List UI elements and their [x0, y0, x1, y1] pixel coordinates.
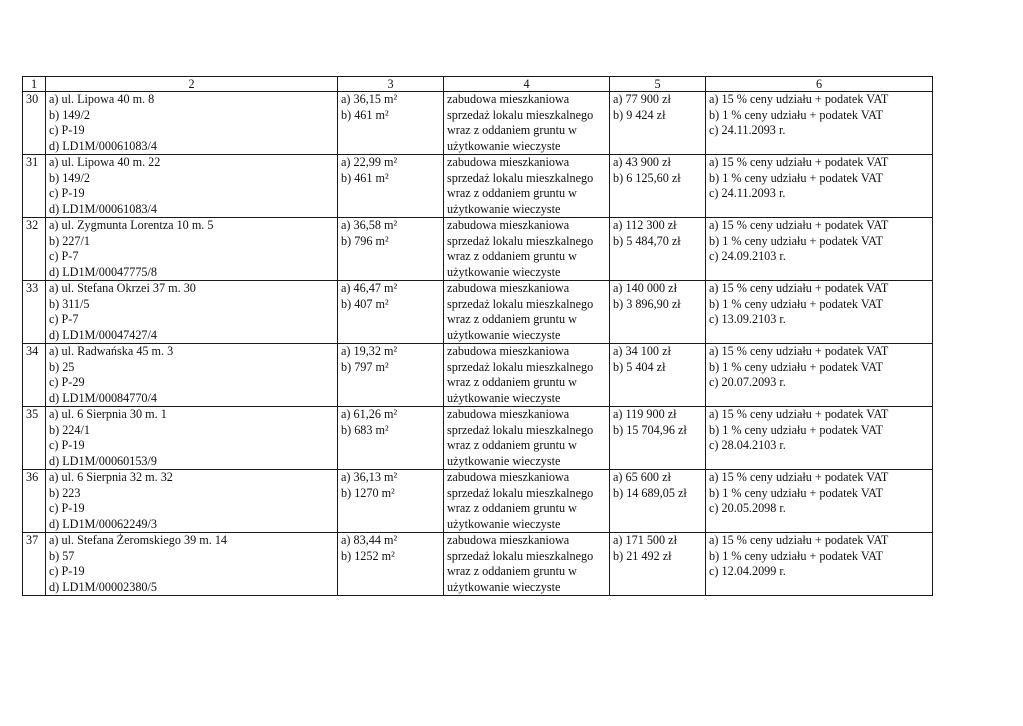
area-line: b) 1270 m² — [341, 485, 395, 500]
header-col-5: 5 — [610, 77, 706, 92]
terms-cell — [706, 533, 933, 596]
location-line: b) 227/1 — [49, 233, 90, 248]
terms-line: b) 1 % ceny udziału + podatek VAT — [709, 107, 883, 122]
description-cell — [444, 470, 610, 533]
description-cell — [444, 533, 610, 596]
location-line: c) P-29 — [49, 375, 85, 389]
description-line: sprzedaż lokalu mieszkalnego — [447, 359, 594, 374]
location-cell — [46, 92, 338, 155]
table-row — [23, 407, 933, 470]
price-line: b) 21 492 zł — [613, 548, 672, 563]
location-line: a) ul. Stefana Żeromskiego 39 m. 14 — [49, 533, 228, 547]
terms-cell — [706, 344, 933, 407]
property-table — [22, 76, 933, 596]
area-line: a) 36,58 m² — [341, 218, 398, 232]
description-line: sprzedaż lokalu mieszkalnego — [447, 233, 594, 248]
location-line: d) LD1M/00061083/4 — [49, 138, 157, 153]
table-body — [23, 92, 933, 596]
location-line: a) ul. Lipowa 40 m. 22 — [49, 155, 161, 169]
description-line: użytkowanie wieczyste — [447, 516, 561, 531]
location-line: d) LD1M/00002380/5 — [49, 579, 157, 594]
terms-line: c) 24.09.2103 r. — [709, 249, 786, 263]
description-cell — [444, 155, 610, 218]
location-line: d) LD1M/00062249/3 — [49, 516, 157, 531]
table-row — [23, 533, 933, 596]
header-col-4: 4 — [444, 77, 610, 92]
table-row — [23, 470, 933, 533]
description-line: wraz z oddaniem gruntu w — [447, 438, 577, 452]
price-cell — [610, 533, 706, 596]
price-line: a) 34 100 zł — [613, 344, 671, 358]
location-line: c) P-7 — [49, 312, 79, 326]
price-line: b) 6 125,60 zł — [613, 170, 681, 185]
description-line: wraz z oddaniem gruntu w — [447, 564, 577, 578]
terms-line: c) 20.07.2093 r. — [709, 375, 786, 389]
terms-line: a) 15 % ceny udziału + podatek VAT — [709, 344, 889, 358]
terms-line: a) 15 % ceny udziału + podatek VAT — [709, 281, 889, 295]
table-row — [23, 218, 933, 281]
row-number-cell: 32 — [23, 218, 46, 281]
description-line: wraz z oddaniem gruntu w — [447, 249, 577, 263]
terms-line: a) 15 % ceny udziału + podatek VAT — [709, 470, 889, 484]
location-line: a) ul. Zygmunta Lorentza 10 m. 5 — [49, 218, 214, 232]
row-number-cell: 35 — [23, 407, 46, 470]
row-number-cell: 37 — [23, 533, 46, 596]
row-number-cell: 31 — [23, 155, 46, 218]
table-row — [23, 281, 933, 344]
location-line: a) ul. Lipowa 40 m. 8 — [49, 92, 155, 106]
description-line: zabudowa mieszkaniowa — [447, 470, 570, 484]
terms-line: a) 15 % ceny udziału + podatek VAT — [709, 218, 889, 232]
area-line: a) 36,13 m² — [341, 470, 398, 484]
price-line: b) 15 704,96 zł — [613, 422, 687, 437]
location-line: a) ul. 6 Sierpnia 32 m. 32 — [49, 470, 173, 484]
description-line: wraz z oddaniem gruntu w — [447, 501, 577, 515]
header-col-1: 1 — [23, 77, 46, 92]
header-col-3: 3 — [338, 77, 444, 92]
area-line: b) 407 m² — [341, 296, 389, 311]
location-line: c) P-19 — [49, 123, 85, 137]
description-line: sprzedaż lokalu mieszkalnego — [447, 296, 594, 311]
terms-cell — [706, 92, 933, 155]
price-cell — [610, 407, 706, 470]
location-line: b) 25 — [49, 359, 75, 374]
area-line: a) 22,99 m² — [341, 155, 398, 169]
price-cell — [610, 470, 706, 533]
price-line: a) 119 900 zł — [613, 407, 677, 421]
terms-line: b) 1 % ceny udziału + podatek VAT — [709, 422, 883, 437]
terms-line: c) 12.04.2099 r. — [709, 564, 786, 578]
location-line: a) ul. 6 Sierpnia 30 m. 1 — [49, 407, 167, 421]
terms-line: b) 1 % ceny udziału + podatek VAT — [709, 548, 883, 563]
price-cell — [610, 218, 706, 281]
terms-line: c) 28.04.2103 r. — [709, 438, 786, 452]
terms-line: b) 1 % ceny udziału + podatek VAT — [709, 485, 883, 500]
terms-line: a) 15 % ceny udziału + podatek VAT — [709, 407, 889, 421]
terms-line: a) 15 % ceny udziału + podatek VAT — [709, 155, 889, 169]
terms-line: c) 24.11.2093 r. — [709, 186, 786, 200]
location-line: d) LD1M/00060153/9 — [49, 453, 157, 468]
location-line: b) 149/2 — [49, 170, 90, 185]
location-line: a) ul. Radwańska 45 m. 3 — [49, 344, 174, 358]
price-cell — [610, 344, 706, 407]
location-line: d) LD1M/00047427/4 — [49, 327, 157, 342]
description-line: wraz z oddaniem gruntu w — [447, 123, 577, 137]
description-line: wraz z oddaniem gruntu w — [447, 312, 577, 326]
location-cell — [46, 407, 338, 470]
description-line: sprzedaż lokalu mieszkalnego — [447, 485, 594, 500]
area-line: b) 796 m² — [341, 233, 389, 248]
price-line: b) 3 896,90 zł — [613, 296, 681, 311]
location-line: b) 224/1 — [49, 422, 90, 437]
area-line: b) 1252 m² — [341, 548, 395, 563]
area-line: b) 461 m² — [341, 170, 389, 185]
description-line: sprzedaż lokalu mieszkalnego — [447, 422, 594, 437]
location-line: b) 149/2 — [49, 107, 90, 122]
area-cell — [338, 218, 444, 281]
terms-line: b) 1 % ceny udziału + podatek VAT — [709, 359, 883, 374]
description-line: użytkowanie wieczyste — [447, 579, 561, 594]
description-line: zabudowa mieszkaniowa — [447, 344, 570, 358]
price-line: a) 140 000 zł — [613, 281, 677, 295]
description-line: użytkowanie wieczyste — [447, 138, 561, 153]
header-col-2: 2 — [46, 77, 338, 92]
terms-cell — [706, 155, 933, 218]
area-cell — [338, 533, 444, 596]
header-col-6: 6 — [706, 77, 933, 92]
area-cell — [338, 155, 444, 218]
description-line: zabudowa mieszkaniowa — [447, 218, 570, 232]
description-line: sprzedaż lokalu mieszkalnego — [447, 548, 594, 563]
location-line: b) 223 — [49, 485, 81, 500]
area-line: a) 61,26 m² — [341, 407, 398, 421]
description-line: użytkowanie wieczyste — [447, 390, 561, 405]
price-line: b) 9 424 zł — [613, 107, 666, 122]
description-line: użytkowanie wieczyste — [447, 453, 561, 468]
location-cell — [46, 218, 338, 281]
price-line: a) 112 300 zł — [613, 218, 677, 232]
location-line: d) LD1M/00084770/4 — [49, 390, 157, 405]
row-number-cell: 36 — [23, 470, 46, 533]
location-cell — [46, 470, 338, 533]
area-line: b) 461 m² — [341, 107, 389, 122]
description-line: zabudowa mieszkaniowa — [447, 407, 570, 421]
location-line: c) P-19 — [49, 564, 85, 578]
description-line: sprzedaż lokalu mieszkalnego — [447, 107, 594, 122]
location-line: a) ul. Stefana Okrzei 37 m. 30 — [49, 281, 196, 295]
area-line: a) 46,47 m² — [341, 281, 398, 295]
description-line: zabudowa mieszkaniowa — [447, 533, 570, 547]
row-number-cell: 34 — [23, 344, 46, 407]
area-line: b) 797 m² — [341, 359, 389, 374]
area-cell — [338, 407, 444, 470]
table-row — [23, 155, 933, 218]
location-cell — [46, 344, 338, 407]
price-cell — [610, 281, 706, 344]
area-line: a) 83,44 m² — [341, 533, 398, 547]
location-line: b) 311/5 — [49, 296, 90, 311]
terms-line: a) 15 % ceny udziału + podatek VAT — [709, 92, 889, 106]
terms-cell — [706, 470, 933, 533]
table-row — [23, 344, 933, 407]
location-line: d) LD1M/00061083/4 — [49, 201, 157, 216]
price-line: a) 77 900 zł — [613, 92, 671, 106]
description-line: użytkowanie wieczyste — [447, 201, 561, 216]
location-cell — [46, 155, 338, 218]
description-line: zabudowa mieszkaniowa — [447, 281, 570, 295]
header-row — [23, 77, 933, 92]
description-line: użytkowanie wieczyste — [447, 264, 561, 279]
description-cell — [444, 344, 610, 407]
description-cell — [444, 281, 610, 344]
location-line: b) 57 — [49, 548, 75, 563]
terms-cell — [706, 407, 933, 470]
terms-line: b) 1 % ceny udziału + podatek VAT — [709, 170, 883, 185]
description-cell — [444, 407, 610, 470]
area-line: b) 683 m² — [341, 422, 389, 437]
area-cell — [338, 281, 444, 344]
area-cell — [338, 470, 444, 533]
price-line: a) 171 500 zł — [613, 533, 677, 547]
area-cell — [338, 92, 444, 155]
table-header — [23, 77, 933, 92]
description-line: zabudowa mieszkaniowa — [447, 155, 570, 169]
description-line: wraz z oddaniem gruntu w — [447, 375, 577, 389]
price-line: b) 14 689,05 zł — [613, 485, 687, 500]
description-line: zabudowa mieszkaniowa — [447, 92, 570, 106]
price-cell — [610, 92, 706, 155]
location-line: c) P-19 — [49, 186, 85, 200]
location-line: d) LD1M/00047775/8 — [49, 264, 157, 279]
price-line: b) 5 484,70 zł — [613, 233, 681, 248]
location-cell — [46, 533, 338, 596]
terms-line: b) 1 % ceny udziału + podatek VAT — [709, 233, 883, 248]
row-number-cell: 30 — [23, 92, 46, 155]
terms-line: c) 13.09.2103 r. — [709, 312, 786, 326]
price-line: a) 65 600 zł — [613, 470, 671, 484]
area-line: a) 19,32 m² — [341, 344, 398, 358]
terms-line: b) 1 % ceny udziału + podatek VAT — [709, 296, 883, 311]
price-line: b) 5 404 zł — [613, 359, 666, 374]
terms-cell — [706, 218, 933, 281]
terms-line: c) 20.05.2098 r. — [709, 501, 786, 515]
description-cell — [444, 92, 610, 155]
price-cell — [610, 155, 706, 218]
location-line: c) P-7 — [49, 249, 79, 263]
price-line: a) 43 900 zł — [613, 155, 671, 169]
description-line: wraz z oddaniem gruntu w — [447, 186, 577, 200]
location-line: c) P-19 — [49, 501, 85, 515]
description-cell — [444, 218, 610, 281]
location-cell — [46, 281, 338, 344]
area-line: a) 36,15 m² — [341, 92, 398, 106]
area-cell — [338, 344, 444, 407]
description-line: użytkowanie wieczyste — [447, 327, 561, 342]
row-number-cell: 33 — [23, 281, 46, 344]
terms-line: a) 15 % ceny udziału + podatek VAT — [709, 533, 889, 547]
location-line: c) P-19 — [49, 438, 85, 452]
terms-cell — [706, 281, 933, 344]
table-row — [23, 92, 933, 155]
terms-line: c) 24.11.2093 r. — [709, 123, 786, 137]
description-line: sprzedaż lokalu mieszkalnego — [447, 170, 594, 185]
